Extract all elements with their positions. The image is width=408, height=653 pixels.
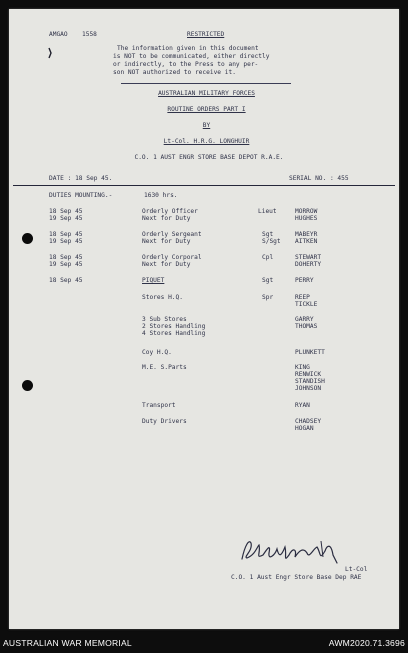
entry-name: JOHNSON [295, 385, 322, 392]
entry-rank: Sgt [262, 277, 274, 284]
entry-duty: Stores H.Q. [142, 294, 183, 301]
title-line-3: BY [202, 122, 211, 129]
entry-name: MORROW [295, 208, 318, 215]
notice-line-2: is NOT to be communicated, either directly [113, 53, 270, 60]
footer-bar [0, 633, 408, 653]
entry-name: PERRY [295, 277, 314, 284]
punch-hole [22, 233, 33, 244]
entry-name: AITKEN [295, 238, 318, 245]
reference-number: 1558 [82, 31, 97, 38]
entry-name: CHADSEY [295, 418, 322, 425]
classification-label: RESTRICTED [187, 31, 225, 38]
entry-duty: Next for Duty [142, 261, 191, 268]
entry-duty: Transport [142, 402, 176, 409]
entry-date: 19 Sep 45 [49, 261, 83, 268]
entry-duty: PIQUET [142, 277, 165, 284]
notice-line-1: The information given in this document [117, 45, 259, 52]
entry-duty: 3 Sub Stores [142, 316, 187, 323]
entry-date: 18 Sep 45 [49, 208, 83, 215]
entry-name: PLUNKETT [295, 349, 325, 356]
entry-rank: Sgt [262, 231, 274, 238]
title-line-1: AUSTRALIAN MILITARY FORCES [158, 90, 255, 97]
entry-name: MABEYR [295, 231, 318, 238]
entry-name: REEP [295, 294, 310, 301]
entry-name: HOGAN [295, 425, 314, 432]
reference-code: AMGAO [49, 31, 68, 38]
entry-duty: M.E. S.Parts [142, 364, 187, 371]
entry-duty: Next for Duty [142, 215, 191, 222]
entry-date: 18 Sep 45 [49, 231, 83, 238]
margin-mark [47, 47, 55, 59]
title-line-4: Lt-Col. H.R.G. LONGHUIR [163, 138, 250, 145]
entry-date: 19 Sep 45 [49, 215, 83, 222]
entry-rank: Lieut [258, 208, 277, 215]
signature-appointment: C.O. 1 Aust Engr Store Base Dep RAE [231, 574, 362, 581]
entry-name: RYAN [295, 402, 310, 409]
entry-duty: Orderly Corporal [142, 254, 202, 261]
entry-name: HUGHES [295, 215, 318, 222]
entry-name: STANDISH [295, 378, 325, 385]
entry-duty: Coy H.Q. [142, 349, 172, 356]
entry-duty: Orderly Sergeant [142, 231, 202, 238]
entry-duty: Next for Duty [142, 238, 191, 245]
footer-accession-number: AWM2020.71.3696 [328, 638, 405, 648]
signature-rank: Lt-Col [345, 566, 368, 573]
entry-date: 19 Sep 45 [49, 238, 83, 245]
entry-name: RENWICK [295, 371, 322, 378]
order-date: DATE : 18 Sep 45. [49, 175, 113, 182]
entry-name: TICKLE [295, 301, 318, 308]
entry-duty: Duty Drivers [142, 418, 187, 425]
footer-source: AUSTRALIAN WAR MEMORIAL [3, 638, 132, 648]
entry-name: THOMAS [295, 323, 318, 330]
entry-date: 18 Sep 45 [49, 254, 83, 261]
entry-rank: S/Sgt [262, 238, 281, 245]
duties-time: 1630 hrs. [144, 192, 178, 199]
entry-name: GARRY [295, 316, 314, 323]
entry-rank: Cpl [262, 254, 274, 261]
notice-rule [121, 83, 291, 84]
handwritten-signature [237, 533, 349, 567]
entry-name: STEWART [295, 254, 322, 261]
entry-date: 18 Sep 45 [49, 277, 83, 284]
entry-duty: 2 Stores Handling [142, 323, 206, 330]
duties-heading: DUTIES MOUNTING.- [49, 192, 113, 199]
punch-hole [22, 380, 33, 391]
title-line-2: ROUTINE ORDERS PART I [167, 106, 246, 113]
document-page [9, 9, 399, 629]
title-line-5: C.O. 1 AUST ENGR STORE BASE DEPOT R.A.E. [134, 154, 284, 161]
entry-rank: Spr [262, 294, 274, 301]
serial-number: SERIAL NO. : 455 [289, 175, 349, 182]
entry-duty: 4 Stores Handling [142, 330, 206, 337]
entry-name: DOHERTY [295, 261, 322, 268]
notice-line-3: or indirectly, to the Press to any per- [113, 61, 259, 68]
entry-name: KING [295, 364, 310, 371]
date-rule [13, 185, 395, 186]
notice-line-4: son NOT authorized to receive it. [113, 69, 236, 76]
entry-duty: Orderly Officer [142, 208, 198, 215]
